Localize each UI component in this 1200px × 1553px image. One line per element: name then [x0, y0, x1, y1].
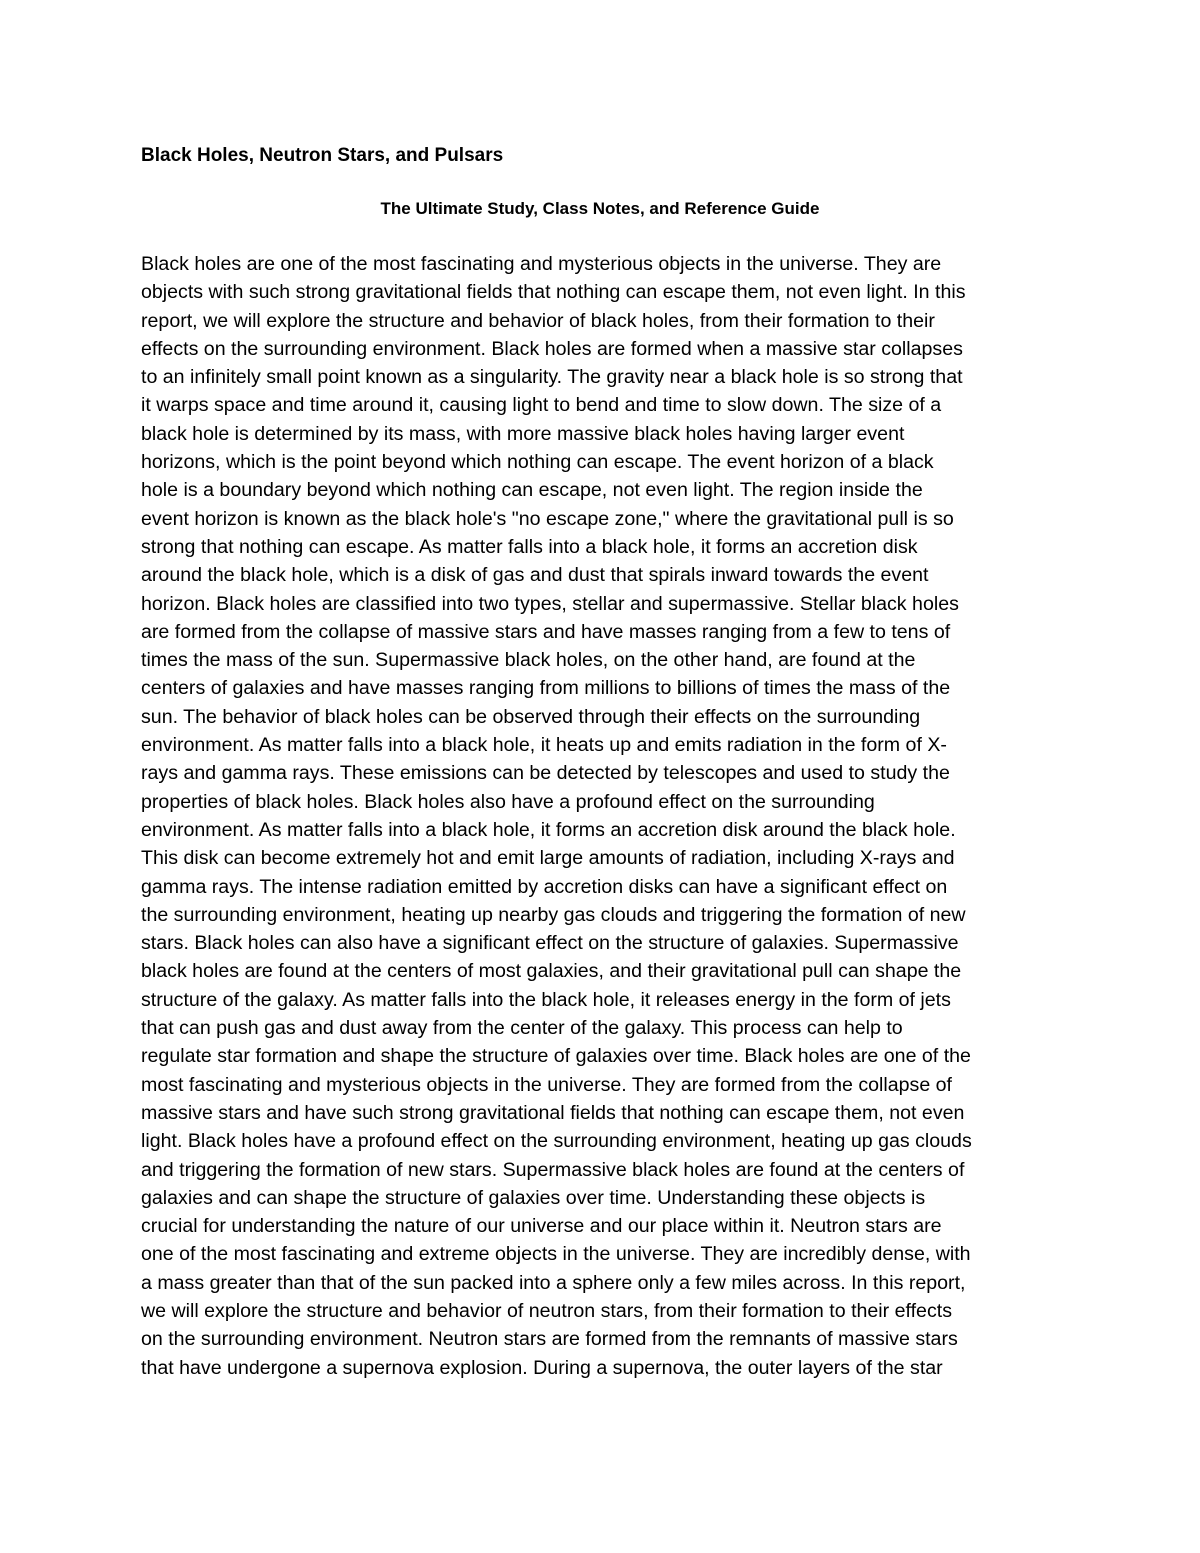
body-line: hole is a boundary beyond which nothing can escape, not even light. The region inside the — [141, 479, 923, 502]
body-line: crucial for understanding the nature of our universe and our place within it. Neutron stars are — [141, 1215, 942, 1238]
body-line: that have undergone a supernova explosion. During a supernova, the outer layers of the star — [141, 1356, 943, 1379]
body-line: black hole is determined by its mass, with more massive black holes having larger event — [141, 422, 905, 445]
body-line: sun. The behavior of black holes can be observed through their effects on the surrounding — [141, 705, 921, 728]
body-line: around the black hole, which is a disk of gas and dust that spirals inward towards the event — [141, 564, 929, 587]
body-line: environment. As matter falls into a black hole, it heats up and emits radiation in the form of X- — [141, 734, 947, 757]
body-line: it warps space and time around it, causing light to bend and time to slow down. The size of a — [141, 394, 942, 417]
body-line: on the surrounding environment. Neutron stars are formed from the remnants of massive stars — [141, 1328, 958, 1351]
body-line: stars. Black holes can also have a significant effect on the structure of galaxies. Supermassive — [141, 932, 959, 955]
body-line: strong that nothing can escape. As matter falls into a black hole, it forms an accretion disk — [141, 535, 918, 558]
body-line: This disk can become extremely hot and emit large amounts of radiation, including X-rays and — [141, 847, 955, 870]
body-line: light. Black holes have a profound effect on the surrounding environment, heating up gas clouds — [141, 1130, 972, 1153]
body-line: one of the most fascinating and extreme objects in the universe. They are incredibly dense, with — [141, 1243, 971, 1266]
body-line: and triggering the formation of new stars. Supermassive black holes are found at the centers of — [141, 1158, 965, 1181]
body-line: we will explore the structure and behavior of neutron stars, from their formation to their effects — [141, 1299, 952, 1322]
body-line: report, we will explore the structure and behavior of black holes, from their formation to their — [141, 309, 935, 332]
body-line: regulate star formation and shape the structure of galaxies over time. Black holes are one of the — [141, 1045, 971, 1068]
body-line: environment. As matter falls into a black hole, it forms an accretion disk around the black hole. — [141, 818, 956, 841]
document-subtitle: The Ultimate Study, Class Notes, and Reference Guide — [380, 199, 820, 218]
body-line: structure of the galaxy. As matter falls into the black hole, it releases energy in the form of jets — [141, 988, 951, 1011]
body-line: massive stars and have such strong gravitational fields that nothing can escape them, not even — [141, 1101, 965, 1124]
body-line: are formed from the collapse of massive stars and have masses ranging from a few to tens of — [141, 620, 951, 643]
body-line: most fascinating and mysterious objects in the universe. They are formed from the collapse of — [141, 1073, 952, 1096]
body-line: the surrounding environment, heating up nearby gas clouds and triggering the formation of new — [141, 903, 966, 926]
body-line: effects on the surrounding environment. Black holes are formed when a massive star collapses — [141, 337, 963, 360]
body-line: that can push gas and dust away from the center of the galaxy. This process can help to — [141, 1017, 903, 1040]
body-line: times the mass of the sun. Supermassive black holes, on the other hand, are found at the — [141, 649, 916, 672]
body-line: event horizon is known as the black hole's "no escape zone," where the gravitational pull is so — [141, 507, 954, 530]
body-line: gamma rays. The intense radiation emitted by accretion disks can have a significant effect on — [141, 875, 948, 898]
document-title: Black Holes, Neutron Stars, and Pulsars — [141, 145, 504, 166]
body-line: horizons, which is the point beyond which nothing can escape. The event horizon of a black — [141, 451, 934, 474]
body-line: black holes are found at the centers of most galaxies, and their gravitational pull can shape the — [141, 960, 962, 983]
body-line: horizon. Black holes are classified into two types, stellar and supermassive. Stellar black holes — [141, 592, 959, 615]
body-line: centers of galaxies and have masses ranging from millions to billions of times the mass of the — [141, 677, 951, 700]
body-line: a mass greater than that of the sun packed into a sphere only a few miles across. In this report, — [141, 1271, 966, 1294]
body-line: objects with such strong gravitational fields that nothing can escape them, not even light. In this — [141, 281, 966, 304]
body-line: rays and gamma rays. These emissions can be detected by telescopes and used to study the — [141, 762, 950, 785]
body-line: galaxies and can shape the structure of galaxies over time. Understanding these objects is — [141, 1186, 926, 1209]
body-line: Black holes are one of the most fascinating and mysterious objects in the universe. They are — [141, 253, 942, 275]
body-line: properties of black holes. Black holes also have a profound effect on the surrounding — [141, 790, 875, 813]
body-line: to an infinitely small point known as a singularity. The gravity near a black hole is so strong that — [141, 366, 963, 389]
body-paragraph — [141, 250, 1081, 1382]
